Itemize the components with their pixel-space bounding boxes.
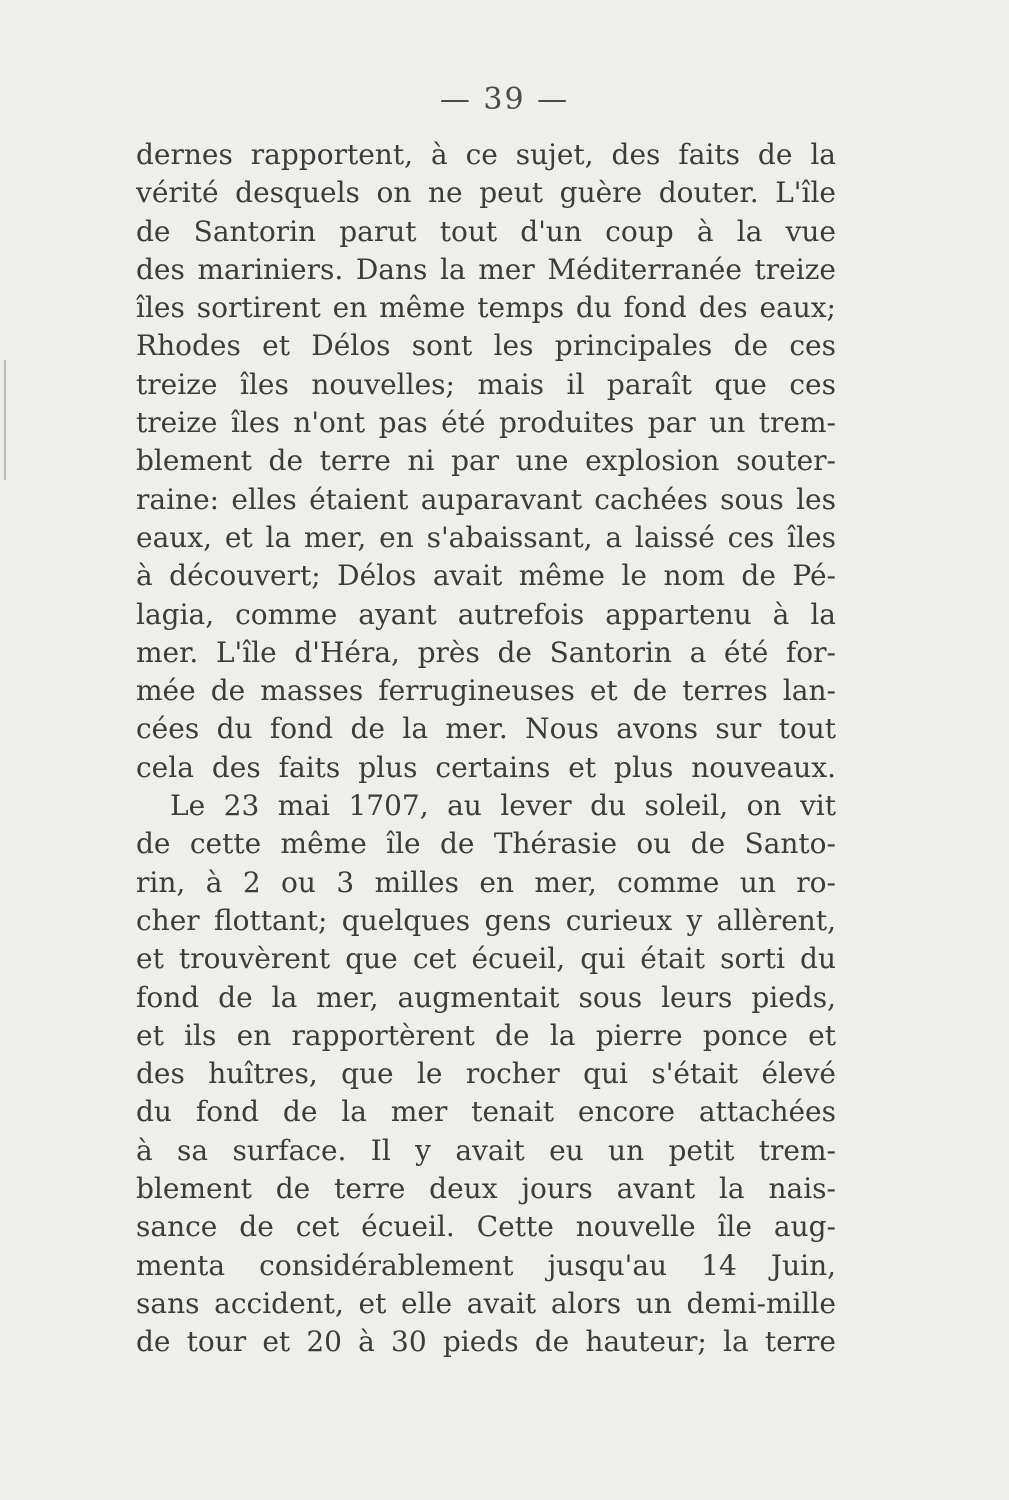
text-line: sans accident, et elle avait alors un demi-mille <box>136 1286 836 1320</box>
text-line: de cette même île de Thérasie ou de Santo- <box>136 827 836 861</box>
text-line: dernes rapportent, à ce sujet, des faits de la <box>136 138 836 171</box>
text-line: des huîtres, que le rocher qui s'était élevé <box>136 1057 836 1091</box>
text-line: menta considérablement jusqu'au 14 Juin, <box>136 1248 836 1282</box>
text-line: fond de la mer, augmentait sous leurs pieds, <box>136 980 836 1014</box>
page-edge-mark <box>4 360 6 480</box>
page-number: — 39 — <box>439 82 570 117</box>
text-line: Rhodes et Délos sont les principales de ces <box>136 329 836 363</box>
text-line: à découvert; Délos avait même le nom de Pé- <box>136 559 836 593</box>
text-line: treize îles nouvelles; mais il paraît que ces <box>136 367 836 401</box>
text-line: raine: elles étaient auparavant cachées sous les <box>136 482 836 516</box>
text-line: mer. L'île d'Héra, près de Santorin a été for- <box>136 635 836 669</box>
text-line: de tour et 20 à 30 pieds de hauteur; la terre <box>136 1325 836 1359</box>
text-line: treize îles n'ont pas été produites par un trem- <box>136 406 836 440</box>
text-line: rin, à 2 ou 3 milles en mer, comme un ro- <box>136 865 836 899</box>
text-line: et ils en rapportèrent de la pierre ponce et <box>136 1018 836 1052</box>
text-line: vérité desquels on ne peut guère douter. L'île <box>136 176 836 210</box>
text-line: et trouvèrent que cet écueil, qui était sorti du <box>136 942 836 976</box>
text-line: du fond de la mer tenait encore attachées <box>136 1095 836 1129</box>
text-line: de Santorin parut tout d'un coup à la vue <box>136 214 836 248</box>
text-line: îles sortirent en même temps du fond des eaux; <box>136 291 836 325</box>
text-line: sance de cet écueil. Cette nouvelle île aug- <box>136 1210 836 1244</box>
text-line: lagia, comme ayant autrefois appartenu à la <box>136 597 836 631</box>
text-line: mée de masses ferrugineuses et de terres lan- <box>136 674 836 708</box>
body-text <box>136 136 836 1362</box>
text-line: à sa surface. Il y avait eu un petit trem- <box>136 1133 836 1167</box>
text-line: cela des faits plus certains et plus nouveaux. <box>136 750 836 784</box>
paragraph-first-line: Le 23 mai 1707, au lever du soleil, on vit <box>170 789 836 823</box>
text-line: eaux, et la mer, en s'abaissant, a laissé ces îles <box>136 520 836 554</box>
text-line: cher flottant; quelques gens curieux y allèrent, <box>136 903 836 937</box>
text-line: blement de terre ni par une explosion souter- <box>136 444 836 478</box>
text-line: blement de terre deux jours avant la nais- <box>136 1172 836 1206</box>
text-line: cées du fond de la mer. Nous avons sur tout <box>136 712 836 746</box>
text-line: des mariniers. Dans la mer Méditerranée treize <box>136 252 836 286</box>
